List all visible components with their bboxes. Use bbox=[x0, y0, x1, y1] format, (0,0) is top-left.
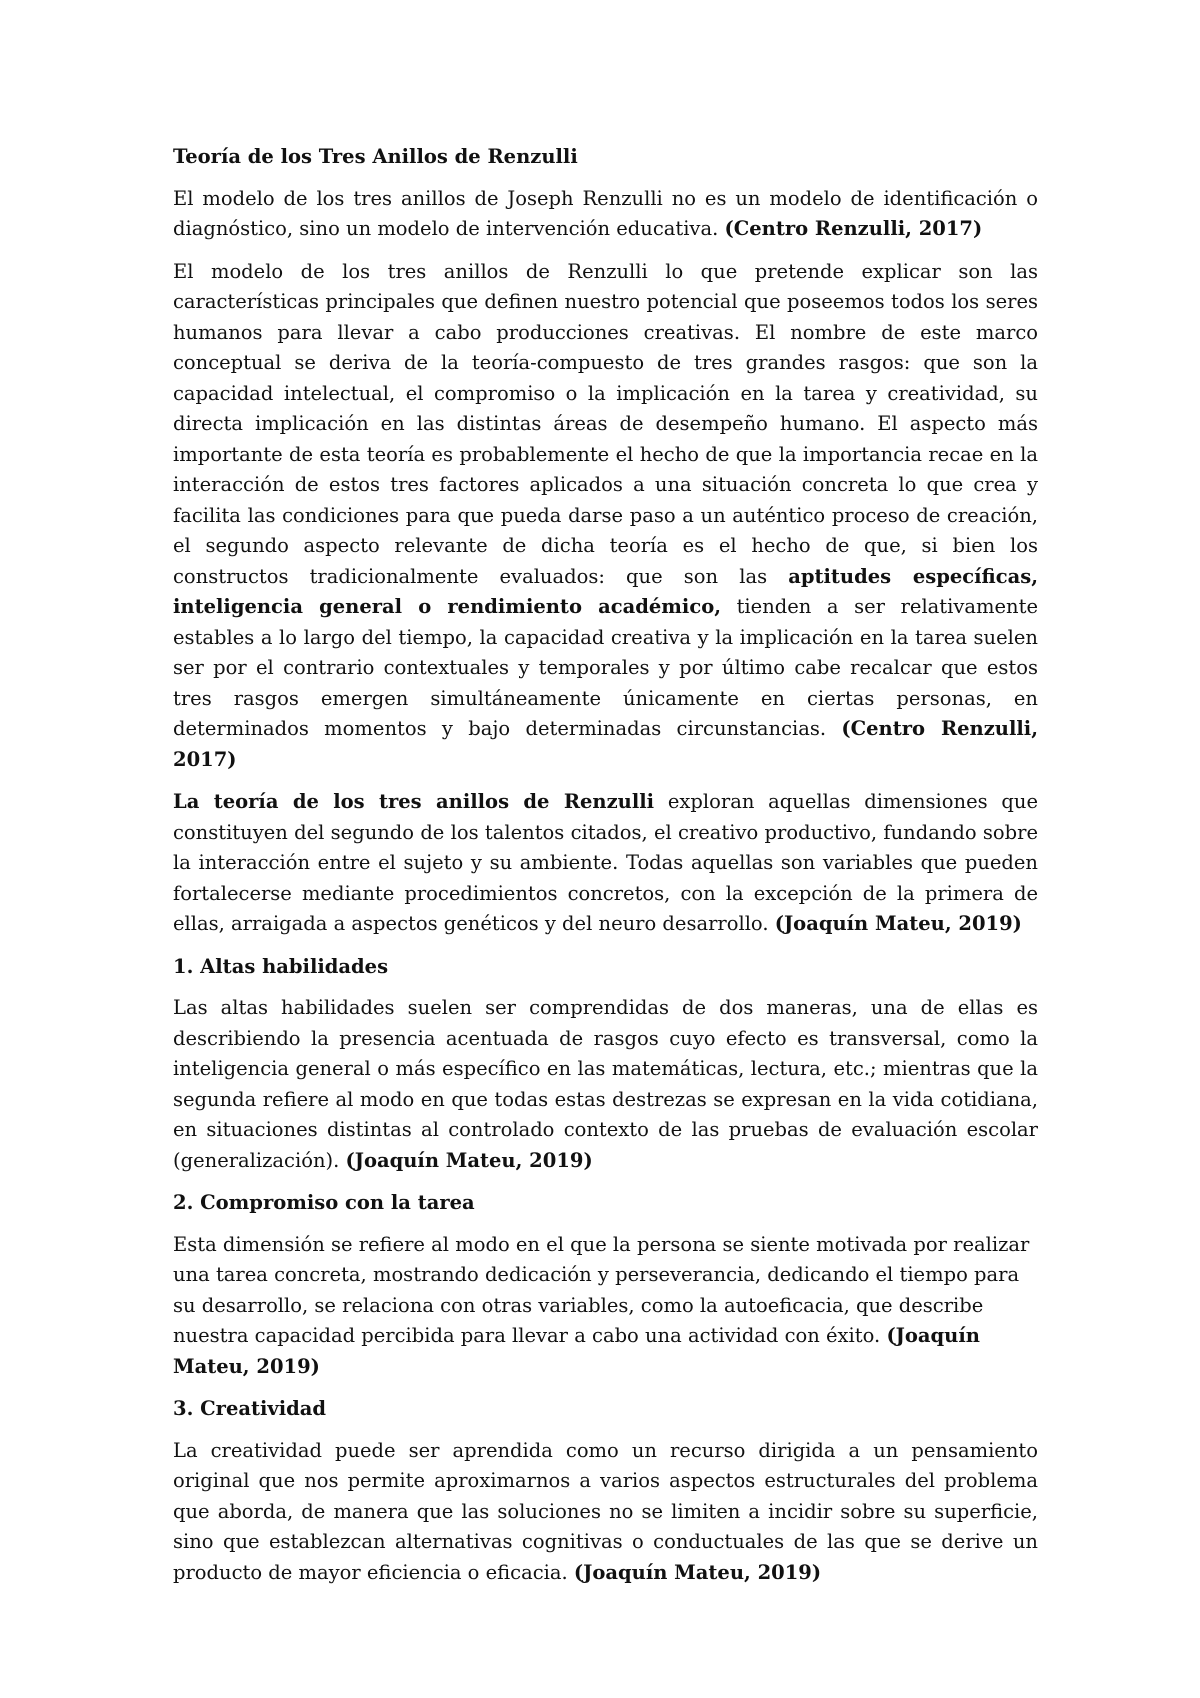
citation: (Joaquín Mateu, 2019) bbox=[173, 1324, 980, 1378]
paragraph-text: tienden a ser relativamente estables a lo largo del tiempo, la capacidad creativa y la implicación en la tarea suelen ser por el contrario contextuales y temporales y por último cabe recalcar que estos tres rasgos emergen simultáneamente únicamente en ciertas personas, en determinados momentos y bajo determinadas circunstancias. bbox=[173, 595, 1038, 740]
citation: (Centro Renzulli, 2017) bbox=[173, 717, 1038, 771]
section-heading-altas-habilidades: 1. Altas habilidades bbox=[173, 954, 389, 978]
document-title: Teoría de los Tres Anillos de Renzulli bbox=[173, 145, 578, 168]
paragraph-theory-dimensions bbox=[173, 787, 1038, 940]
emphasis-text: La teoría de los tres anillos de Renzulli bbox=[173, 790, 655, 813]
paragraph-text: La creatividad puede ser aprendida como un recurso dirigida a un pensamiento original que nos permite aproximarnos a varios aspectos estructurales del problema que aborda, de manera que las soluciones no se limiten a incidir sobre su superficie, sino que establezcan alternativas cognitivas o conductuales de las que se derive un producto de mayor eficiencia o eficacia. bbox=[173, 1438, 1038, 1584]
citation: (Joaquín Mateu, 2019) bbox=[345, 1148, 593, 1172]
paragraph-compromiso bbox=[173, 1230, 1038, 1383]
emphasis-text: aptitudes específicas, inteligencia general o rendimiento académico, bbox=[173, 564, 1038, 618]
paragraph-text: Esta dimensión se refiere al modo en el que la persona se siente motivada por realizar una tarea concreta, mostrando dedicación y perseverancia, dedicando el tiempo para su desarrollo, se relaciona con otras variables, como la autoeficacia, que describe nuestra capacidad percibida para llevar a cabo una actividad con éxito. bbox=[173, 1232, 1030, 1347]
paragraph-text: El modelo de los tres anillos de Joseph Renzulli no es un modelo de identificación o diagnóstico, sino un modelo de intervención educativa. bbox=[173, 186, 1038, 240]
section-heading-creatividad: 3. Creatividad bbox=[173, 1397, 327, 1420]
section-heading-compromiso: 2. Compromiso con la tarea bbox=[173, 1191, 475, 1214]
document-page bbox=[173, 142, 1038, 1600]
paragraph-altas-habilidades bbox=[173, 993, 1038, 1176]
citation: (Joaquín Mateu, 2019) bbox=[573, 1560, 822, 1584]
citation: (Centro Renzulli, 2017) bbox=[724, 217, 983, 240]
paragraph-model-explanation bbox=[173, 257, 1038, 776]
paragraph-creatividad bbox=[173, 1436, 1038, 1589]
paragraph-intro bbox=[173, 184, 1038, 245]
paragraph-text: Las altas habilidades suelen ser comprendidas de dos maneras, una de ellas es describiendo la presencia acentuada de rasgos cuyo efecto es transversal, como la inteligencia general o más específico en las matemáticas, lectura, etc.; mientras que la segunda refiere al modo en que todas estas destrezas se expresan en la vida cotidiana, en situaciones distintas al controlado contexto de las pruebas de evaluación escolar (generalización). bbox=[173, 996, 1038, 1172]
citation: (Joaquín Mateu, 2019) bbox=[774, 912, 1022, 935]
paragraph-text: El modelo de los tres anillos de Renzulli lo que pretende explicar son las características principales que definen nuestro potencial que poseemos todos los seres humanos para llevar a cabo producciones creativas. El nombre de este marco conceptual se deriva de la teoría-compuesto de tres grandes rasgos: que son la capacidad intelectual, el compromiso o la implicación en la tarea y creatividad, su directa implicación en las distintas áreas de desempeño humano. El aspecto más importante de esta teoría es probablemente el hecho de que la importancia recae en la interacción de estos tres factores aplicados a una situación concreta lo que crea y facilita las condiciones para que pueda darse paso a un auténtico proceso de creación, el segundo aspecto relevante de dicha teoría es el hecho de que, si bien los constructos tradicionalmente evaluados: que son las bbox=[173, 259, 1038, 588]
paragraph-text: exploran aquellas dimensiones que constituyen del segundo de los talentos citados, el creativo productivo, fundando sobre la interacción entre el sujeto y su ambiente. Todas aquellas son variables que pueden fortalecerse mediante procedimientos concretos, con la excepción de la primera de ellas, arraigada a aspectos genéticos y del neuro desarrollo. bbox=[173, 790, 1039, 935]
